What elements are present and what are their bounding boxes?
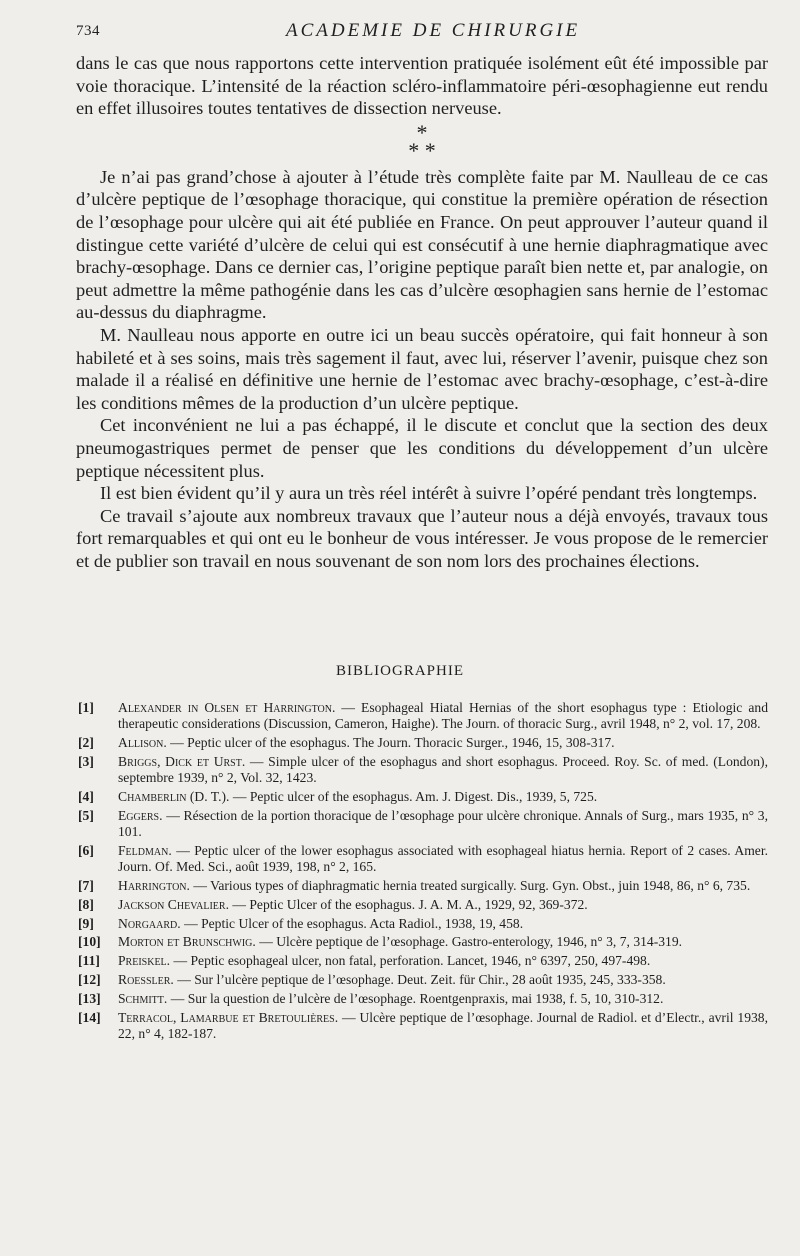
reference-item: [78, 897, 768, 913]
reference-item: [78, 916, 768, 932]
reference-text: — Peptic ulcer of the lower esophagus associated with esophageal hiatus hernia. Report of 2 cases. Amer. Journ. Of. Med. Sci., août 1939, 198, n° 2, 165.: [118, 842, 768, 875]
reference-text: — Sur l’ulcère peptique de l’œsophage. Deut. Zeit. für Chir., 28 août 1935, 245, 333-358.: [173, 971, 666, 987]
reference-author: Allison.: [118, 735, 167, 751]
reference-item: [78, 700, 768, 733]
body-text: [76, 52, 768, 572]
reference-author: Terracol, Lamarbue et Bretoulières.: [118, 1009, 339, 1025]
reference-text: — Peptic Ulcer of the esophagus. Acta Radiol., 1938, 19, 458.: [180, 915, 524, 931]
paragraph: M. Naulleau nous apporte en outre ici un beau succès opératoire, qui fait honneur à son habileté et à ses soins, mais très sagement il faut, avec lui, réserver l’avenir, puisque chez son malade il a réalisé en définitive une hernie de l’estomac avec brachy-œsophage, c’est-à-dire les conditions mêmes de la production d’un ulcère peptique.: [76, 324, 768, 413]
reference-item: [78, 843, 768, 876]
reference-number: [8]: [78, 896, 94, 912]
reference-author: Schmitt.: [118, 990, 168, 1006]
reference-item: [78, 808, 768, 841]
reference-author: Chamberlin (D. T.).: [118, 788, 230, 804]
paragraph: Cet inconvénient ne lui a pas échappé, il le discute et conclut que la section des deux pneumogastriques permet de penser que les conditions du développement d’un ulcère peptique nécessitent plus.: [76, 415, 768, 481]
reference-number: [12]: [78, 971, 101, 987]
reference-number: [1]: [78, 700, 94, 715]
reference-number: [7]: [78, 877, 94, 893]
reference-author: Alexander in Olsen et Harrington.: [118, 700, 336, 715]
reference-author: Harrington.: [118, 877, 190, 893]
reference-number: [11]: [78, 953, 100, 969]
reference-author: Morton et Brunschwig.: [118, 934, 256, 950]
reference-text: — Peptic ulcer of the esophagus. Am. J. Digest. Dis., 1939, 5, 725.: [229, 788, 598, 804]
reference-author: Feldman.: [118, 842, 172, 858]
reference-item: [78, 735, 768, 751]
reference-text: — Sur la question de l’ulcère de l’œsophage. Roentgenpraxis, mai 1938, f. 5, 10, 310-312.: [167, 990, 664, 1006]
reference-text: — Ulcère peptique de l’œsophage. Journal de Radiol. et d’Electr., avril 1938, 22, n° 4, 182-187.: [118, 1009, 768, 1041]
reference-text: — Peptic Ulcer of the esophagus. J. A. M. A., 1929, 92, 369-372.: [228, 896, 588, 912]
reference-item: [78, 754, 768, 787]
page-number: 734: [76, 23, 100, 39]
reference-item: [78, 1010, 768, 1043]
paragraph: dans le cas que nous rapportons cette intervention pratiquée isolément eût été impossible par voie thoracique. L’intensité de la réaction scléro-inflammatoire péri-œsophagienne eut rendu en effet illusoires toutes tentatives de dissection nerveuse.: [76, 53, 768, 119]
paragraph: Ce travail s’ajoute aux nombreux travaux que l’auteur nous a déjà envoyés, travaux tous fort remarquables et qui ont eu le bonheur de vous intéresser. Je vous propose de le remercier et de publier son travail en nous souvenant de son nom lors des prochaines élections.: [76, 505, 768, 571]
reference-author: Roessler.: [118, 971, 174, 987]
running-title: ACADEMIE DE CHIRURGIE: [286, 20, 581, 41]
section-separator: [76, 119, 768, 163]
reference-author: Briggs, Dick et Urst.: [118, 753, 246, 769]
reference-item: [78, 953, 768, 969]
reference-number: [9]: [78, 915, 94, 931]
reference-item: [78, 878, 768, 894]
reference-text: — Esophageal Hiatal Hernias of the short esophagus type : Etiologic and therapeutic considerations (Discussion, Cameron, Haighe). The Journ. of thoracic Surg., avril 1948, n° 2, vol. 17, 208.: [118, 700, 768, 732]
reference-item: [78, 789, 768, 805]
reference-number: [3]: [78, 753, 94, 769]
reference-text: — Peptic esophageal ulcer, non fatal, perforation. Lancet, 1946, n° 6397, 250, 497-498.: [170, 953, 651, 969]
reference-text: — Various types of diaphragmatic hernia treated surgically. Surg. Gyn. Obst., juin 1948, 86, n° 6, 735.: [189, 877, 751, 893]
reference-number: [4]: [78, 788, 94, 804]
reference-number: [2]: [78, 735, 94, 751]
reference-item: [78, 972, 768, 988]
reference-item: [78, 934, 768, 950]
page-header: [76, 20, 766, 46]
reference-item: [78, 991, 768, 1007]
reference-author: Norgaard.: [118, 915, 181, 931]
reference-text: — Ulcère peptique de l’œsophage. Gastro-enterology, 1946, n° 3, 7, 314-319.: [255, 934, 683, 950]
reference-number: [14]: [78, 1009, 101, 1025]
reference-number: [5]: [78, 807, 94, 823]
reference-number: [13]: [78, 990, 101, 1006]
separator-star-top: *: [416, 119, 428, 145]
reference-text: — Résection de la portion thoracique de l’œsophage pour ulcère chronique. Annals of Surg., mars 1935, n° 3, 101.: [118, 807, 768, 840]
bibliography-list: [78, 700, 768, 1045]
reference-text: — Peptic ulcer of the esophagus. The Journ. Thoracic Surger., 1946, 15, 308-317.: [166, 735, 615, 751]
bibliography-title: BIBLIOGRAPHIE: [336, 663, 464, 679]
reference-number: [6]: [78, 842, 94, 858]
paragraph: Je n’ai pas grand’chose à ajouter à l’étude très complète faite par M. Naulleau de ce cas d’ulcère peptique de l’œsophage thoracique, qui constitue la première opération de résection de l’œsophage pour ulcère qui ait été publiée en France. On peut approuver l’auteur quand il distingue cette variété d’ulcère de celui qui est consécutif à une hernie diaphragmatique avec brachy-œsophage. Dans ce dernier cas, l’origine peptique paraît bien nette et, par analogie, on peut admettre la même pathogénie dans les cas d’ulcère œsophagien sans hernie de l’estomac au-dessus du diaphragme.: [76, 166, 768, 323]
separator-star-bottom: * *: [408, 137, 436, 163]
reference-author: Jackson Chevalier.: [118, 896, 229, 912]
paragraph: Il est bien évident qu’il y aura un très réel intérêt à suivre l’opéré pendant très longtemps.: [100, 483, 758, 504]
reference-number: [10]: [78, 934, 101, 950]
reference-author: Preiskel.: [118, 953, 171, 969]
reference-author: Eggers.: [118, 807, 163, 823]
reference-text: — Simple ulcer of the esophagus and short esophagus. Proceed. Roy. Sc. of med. (London), septembre 1939, n° 2, Vol. 32, 1423.: [118, 753, 768, 786]
